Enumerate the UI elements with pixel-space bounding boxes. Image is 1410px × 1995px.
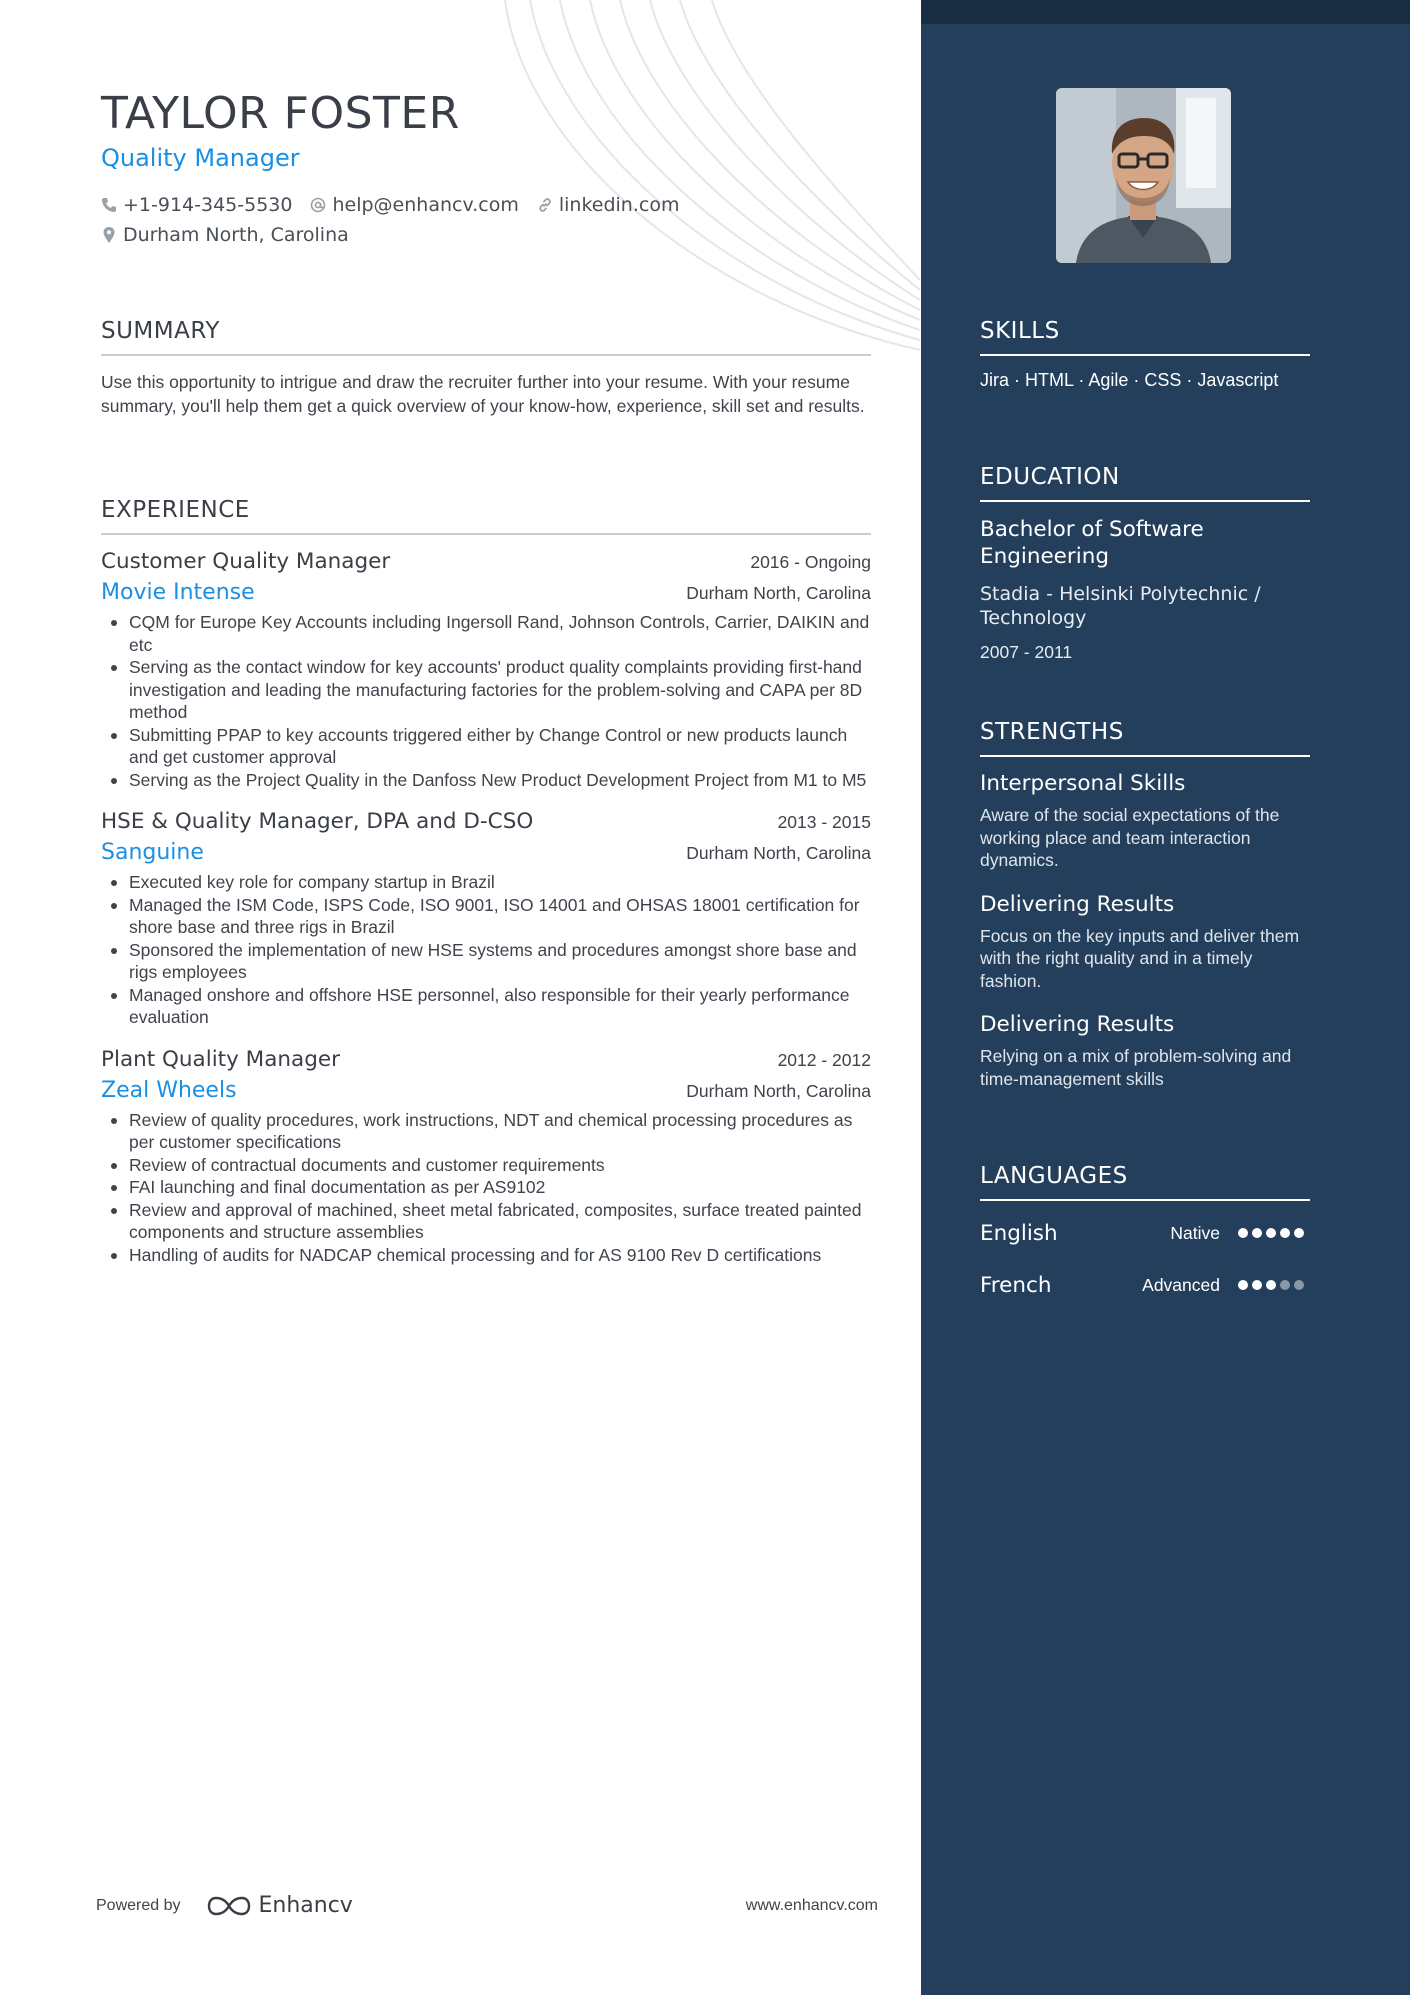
experience-item [101,549,871,791]
rating-dot-empty [1294,1280,1304,1290]
strength-desc: Focus on the key inputs and deliver them with the right quality and in a timely fashion. [980,925,1300,991]
strength-desc: Aware of the social expectations of the working place and team interaction dynamics. [980,805,1280,870]
location-pin-icon [101,226,117,244]
phone-icon [101,197,117,213]
job-location: Durham North, Carolina [686,1080,871,1101]
website-contact[interactable] [537,194,680,216]
location-text: Durham North, Carolina [123,224,349,246]
experience-item [101,809,871,1029]
bullet-item: Review of contractual documents and customer requirements [101,1154,871,1177]
sidebar-top-bar [921,0,1410,24]
bullet-item: Review of quality procedures, work instructions, NDT and chemical processing procedures as per customer specifications [101,1109,871,1154]
skills-title: SKILLS [980,318,1310,356]
location-contact [101,224,349,246]
bullet-item: Submitting PPAP to key accounts triggered either by Change Control or new products launch and get customer approval [101,724,871,769]
bullet-item: Review and approval of machined, sheet metal fabricated, composites, surface treated painted components and structure assemblies [101,1199,871,1244]
job-location: Durham North, Carolina [686,843,871,863]
job-bullets [101,611,871,791]
language-level: Native [1170,1222,1220,1243]
rating-dot-filled [1266,1280,1276,1290]
contact-info [101,190,871,250]
summary-text: Use this opportunity to intrigue and draw the recruiter further into your resume. With your resume summary, you'll help them get a quick overview of your know-how, experience, skill set and results. [101,372,865,416]
skills-section [980,318,1310,391]
footer-url[interactable]: www.enhancv.com [745,1896,878,1914]
summary-title: SUMMARY [101,318,871,356]
job-location: Durham North, Carolina [686,583,871,603]
powered-label: Powered by [96,1896,181,1914]
job-bullets [101,871,871,1029]
phone-contact[interactable] [101,194,292,216]
email-contact[interactable] [310,194,518,216]
languages-section [980,1163,1310,1311]
strength-desc: Relying on a mix of problem-solving and time-management skills [980,1046,1292,1089]
job-bullets [101,1109,871,1267]
company-name: Zeal Wheels [101,1077,237,1103]
email-text: help@enhancv.com [332,194,519,216]
strength-title: Interpersonal Skills [980,771,1186,796]
rating-dot-filled [1252,1228,1262,1238]
link-icon [537,197,553,213]
rating-dot-filled [1280,1228,1290,1238]
strength-title: Delivering Results [980,891,1175,917]
candidate-role: Quality Manager [101,144,300,172]
languages-title: LANGUAGES [980,1163,1310,1201]
education-years: 2007 - 2011 [980,642,1073,662]
profile-photo [1056,88,1231,263]
footer [96,1893,878,1918]
language-rating [1238,1228,1304,1238]
bullet-item: Managed onshore and offshore HSE personnel, also responsible for their yearly performance evaluation [101,984,871,1029]
brand-logo[interactable] [207,1893,353,1918]
candidate-name: TAYLOR FOSTER [101,88,460,139]
strength-item [980,771,1310,872]
rating-dot-empty [1280,1280,1290,1290]
bullet-item: Handling of audits for NADCAP chemical processing and for AS 9100 Rev D certifications [101,1244,871,1267]
bullet-item: Serving as the contact window for key accounts' product quality complaints providing first-hand investigation and leading the manufacturing factories for the problem-solving and CAPA per 8D method [101,656,871,724]
education-title: EDUCATION [980,464,1310,502]
company-name: Sanguine [101,840,204,865]
bullet-item: CQM for Europe Key Accounts including Ingersoll Rand, Johnson Controls, Carrier, DAIKIN and etc [101,611,871,656]
summary-section [101,318,871,418]
strengths-section [980,719,1310,1090]
bullet-item: Managed the ISM Code, ISPS Code, ISO 9001, ISO 14001 and OHSAS 18001 certification for shore base and three rigs in Brazil [101,894,871,939]
bullet-item: Sponsored the implementation of new HSE systems and procedures amongst shore base and rigs employees [101,939,871,984]
experience-section [101,497,871,1266]
at-icon [310,197,326,213]
bullet-item: Executed key role for company startup in Brazil [101,871,871,894]
strengths-title: STRENGTHS [980,719,1310,757]
language-rating [1238,1280,1304,1290]
job-dates: 2012 - 2012 [777,1049,871,1070]
strength-title: Delivering Results [980,1012,1175,1037]
phone-text: +1-914-345-5530 [123,194,293,216]
avatar-icon [1056,88,1231,263]
bullet-item: FAI launching and final documentation as per AS9102 [101,1176,871,1199]
infinity-logo-icon [207,1895,251,1917]
experience-title: EXPERIENCE [101,497,871,535]
language-item [980,1259,1310,1311]
strength-item [980,1012,1310,1090]
bullet-item: Serving as the Project Quality in the Danfoss New Product Development Project from M1 to M5 [101,769,871,792]
education-section [980,464,1310,663]
job-dates: 2013 - 2015 [777,812,871,832]
language-name: English [980,1220,1058,1246]
sidebar [921,0,1410,1995]
language-item [980,1207,1310,1259]
skills-list: Jira · HTML · Agile · CSS · Javascript [980,370,1279,390]
brand-name: Enhancv [258,1893,353,1918]
job-title: Customer Quality Manager [101,549,391,574]
powered-by [96,1893,353,1918]
website-text: linkedin.com [558,194,680,216]
company-name: Movie Intense [101,580,255,605]
education-school: Stadia - Helsinki Polytechnic / Technology [980,583,1261,629]
rating-dot-filled [1252,1280,1262,1290]
job-title: Plant Quality Manager [101,1046,340,1072]
experience-item [101,1047,871,1267]
rating-dot-filled [1238,1280,1248,1290]
rating-dot-filled [1266,1228,1276,1238]
strength-item [980,892,1310,993]
header [101,88,871,250]
language-level: Advanced [1142,1274,1220,1295]
job-dates: 2016 - Ongoing [750,552,871,572]
rating-dot-filled [1238,1228,1248,1238]
language-name: French [980,1272,1052,1298]
job-title: HSE & Quality Manager, DPA and D-CSO [101,809,534,834]
education-degree: Bachelor of Software Engineering [980,517,1204,569]
rating-dot-filled [1294,1228,1304,1238]
